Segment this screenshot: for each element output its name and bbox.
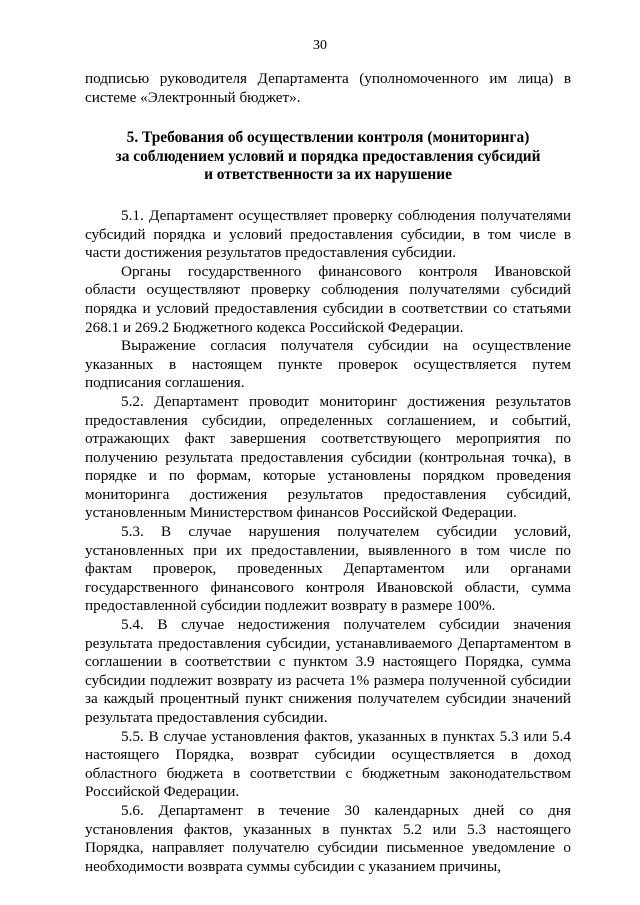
paragraph-control-bodies: Органы государственного финансового контроля Ивановской области осуществляют проверку соблюдения получателями субсидий порядка и условий предоставления субсидии в соответствии со статьями 268.1 и 269.2 Бюджетного кодекса Российской Федерации.: [85, 262, 571, 336]
section-heading: [85, 129, 571, 185]
paragraph-5-3: 5.3. В случае нарушения получателем субсидии условий, установленных при их предоставлении, выявленного в том числе по фактам проверок, проведенных Департаментом или органами государственного финансового контроля Ивановской области, сумма предоставленной субсидии подлежит возврату в размере 100%.: [85, 523, 571, 615]
paragraph-5-2: 5.2. Департамент проводит мониторинг достижения результатов предоставления субсидии, определенных соглашением, и событий, отражающих факт завершения соответствующего мероприятия по получению результата предоставления субсидии (контрольная точка), в порядке и по формам, которые установлены порядком проведения мониторинга достижения результатов предоставления субсидий, установленным Министерством финансов Российской Федерации.: [85, 392, 571, 522]
document-body: [85, 70, 571, 876]
paragraph-5-1: 5.1. Департамент осуществляет проверку соблюдения получателями субсидий порядка и условий предоставления субсидии, в том числе в части достижения результатов предоставления субсидии.: [85, 206, 571, 262]
intro-paragraph: подписью руководителя Департамента (уполномоченного им лица) в системе «Электронный бюджет».: [85, 70, 571, 106]
paragraph-5-4: 5.4. В случае недостижения получателем субсидии значения результата предоставления субсидии, устанавливаемого Департаментом в соглашении в соответствии с пунктом 3.9 настоящего Порядка, сумма субсидии подлежит возврату из расчета 1% размера полученной субсидии за каждый процентный пункт снижения получателем субсидии значений результата предоставления субсидии.: [85, 616, 571, 726]
paragraph-consent: Выражение согласия получателя субсидии на осуществление указанных в настоящем пункте проверок осуществляется путем подписания соглашения.: [85, 337, 571, 392]
page-number: 30: [313, 38, 327, 53]
heading-line: 5. Требования об осуществлении контроля (мониторинга): [126, 129, 530, 147]
heading-line: и ответственности за их нарушение: [204, 166, 452, 184]
heading-line: за соблюдением условий и порядка предоставления субсидий: [115, 147, 541, 165]
paragraph-5-5: 5.5. В случае установления фактов, указанных в пунктах 5.3 или 5.4 настоящего Порядка, возврат субсидии осуществляется в доход областного бюджета в соответствии с бюджетным законодательством Российской Федерации.: [85, 727, 571, 801]
paragraph-5-6: 5.6. Департамент в течение 30 календарных дней со дня установления фактов, указанных в пунктах 5.2 или 5.3 настоящего Порядка, направляет получателю субсидии письменное уведомление о необходимости возврата суммы субсидии с указанием причины,: [85, 801, 571, 875]
